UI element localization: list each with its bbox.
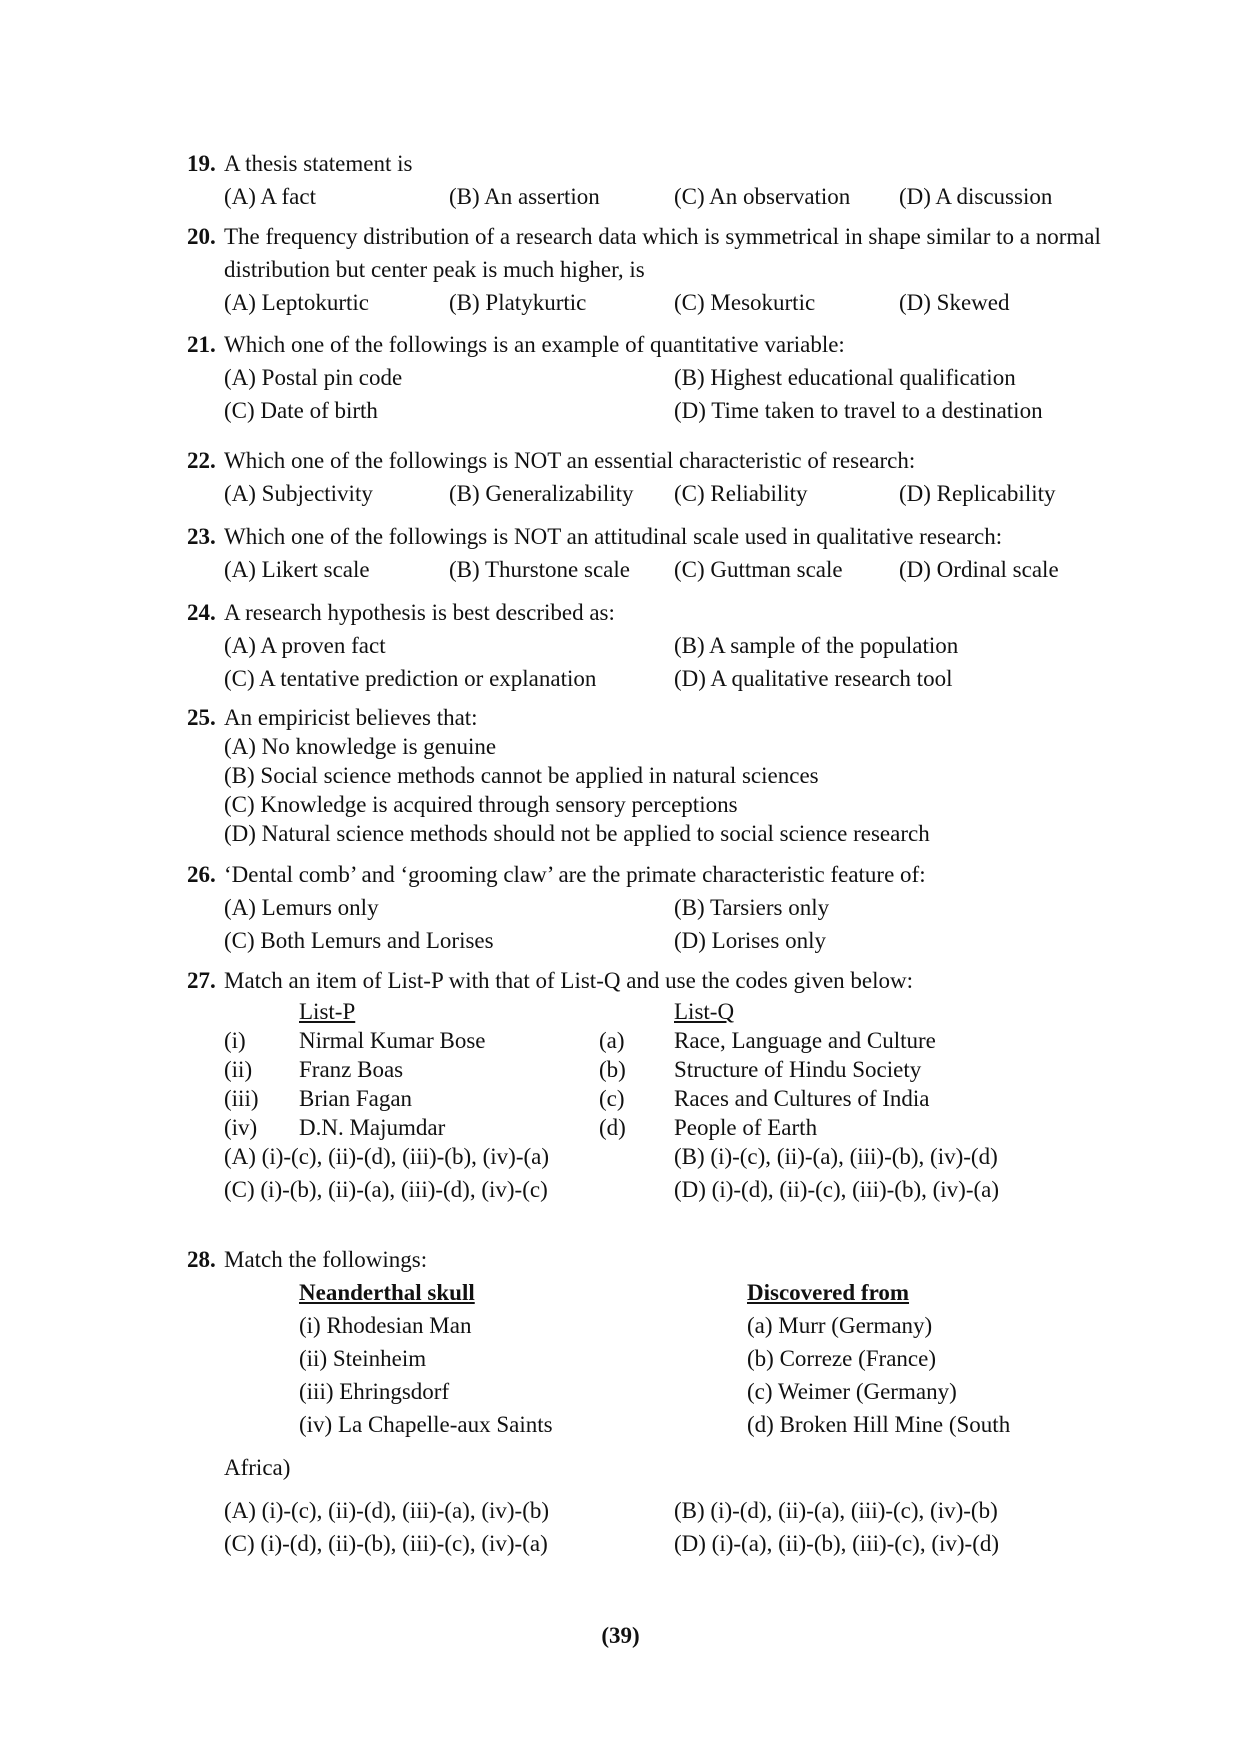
option-a: (A) Likert scale — [224, 557, 370, 582]
option-a: (A) (i)-(c), (ii)-(d), (iii)-(a), (iv)-(b) — [224, 1498, 550, 1523]
list-q-item: Structure of Hindu Society — [674, 1057, 922, 1082]
options-row — [224, 394, 1117, 427]
option-b: (B) (i)-(c), (ii)-(a), (iii)-(b), (iv)-(d) — [674, 1144, 998, 1169]
match-row — [224, 1342, 1117, 1375]
option-d: (D) Natural science methods should not be applied to social science research — [224, 821, 930, 846]
question-stem: ‘Dental comb’ and ‘grooming claw’ are the primate characteristic feature of: — [224, 862, 926, 887]
option-c: (C) (i)-(d), (ii)-(b), (iii)-(c), (iv)-(a) — [224, 1531, 548, 1556]
option-c: (C) Both Lemurs and Lorises — [224, 928, 494, 953]
item-index: (ii) — [224, 1057, 253, 1082]
list-p-item: Nirmal Kumar Bose — [299, 1028, 486, 1053]
item-index: (iii) — [224, 1086, 259, 1111]
options-row — [224, 286, 1117, 319]
question-28 — [187, 1243, 1117, 1560]
question-number: 24. — [187, 600, 216, 625]
option-a: (A) Postal pin code — [224, 365, 403, 390]
question-19 — [187, 147, 1117, 213]
option-c: (C) Knowledge is acquired through sensory perceptions — [224, 792, 738, 817]
option-a: (A) No knowledge is genuine — [224, 734, 497, 759]
question-21 — [187, 328, 1117, 427]
question-number: 26. — [187, 862, 216, 887]
option-d: (D) Lorises only — [674, 928, 827, 953]
list-q-item: People of Earth — [674, 1115, 818, 1140]
site-item: (d) Broken Hill Mine (South — [747, 1412, 1011, 1437]
option-a: (A) (i)-(c), (ii)-(d), (iii)-(b), (iv)-(a) — [224, 1144, 550, 1169]
options-row — [224, 477, 1117, 510]
options-row — [224, 361, 1117, 394]
option-d: (D) Replicability — [899, 481, 1056, 506]
option-a: (A) A proven fact — [224, 633, 386, 658]
site-item: (c) Weimer (Germany) — [747, 1379, 957, 1404]
option-a: (A) A fact — [224, 184, 316, 209]
question-number: 19. — [187, 151, 216, 176]
question-stem: A thesis statement is — [224, 151, 413, 176]
question-number: 25. — [187, 705, 216, 730]
option-d: (D) A qualitative research tool — [674, 666, 953, 691]
option-b: (B) Tarsiers only — [674, 895, 830, 920]
match-row — [224, 1111, 1117, 1140]
options-row — [224, 924, 1117, 957]
item-letter: (c) — [599, 1086, 625, 1111]
page-number: (39) — [601, 1623, 640, 1648]
option-b: (B) Thurstone scale — [449, 557, 630, 582]
options-row — [224, 553, 1117, 586]
question-24 — [187, 596, 1117, 695]
match-row — [224, 1309, 1117, 1342]
option-b: (B) Generalizability — [449, 481, 634, 506]
item-letter: (a) — [599, 1028, 625, 1053]
question-23 — [187, 520, 1117, 586]
question-number: 20. — [187, 224, 216, 249]
options-row — [224, 891, 1117, 924]
option-b: (B) Highest educational qualification — [674, 365, 1016, 390]
skull-column-heading: Neanderthal skull — [299, 1280, 475, 1305]
site-column-heading: Discovered from — [747, 1280, 910, 1305]
question-stem: Which one of the followings is NOT an essential characteristic of research: — [224, 448, 916, 473]
question-stem: Match the followings: — [224, 1247, 428, 1272]
option-c: (C) Mesokurtic — [674, 290, 816, 315]
option-c: (C) (i)-(b), (ii)-(a), (iii)-(d), (iv)-(c) — [224, 1177, 548, 1202]
question-stem: A research hypothesis is best described as: — [224, 600, 615, 625]
option-b: (B) (i)-(d), (ii)-(a), (iii)-(c), (iv)-(b) — [674, 1498, 998, 1523]
list-p-heading: List-P — [299, 999, 356, 1024]
question-26 — [187, 858, 1117, 957]
item-index: (iv) — [224, 1115, 258, 1140]
option-d: (D) (i)-(a), (ii)-(b), (iii)-(c), (iv)-(d) — [674, 1531, 1000, 1556]
options-row — [224, 629, 1117, 662]
list-p-item: Brian Fagan — [299, 1086, 413, 1111]
options-row — [224, 1173, 1117, 1206]
option-c: (C) A tentative prediction or explanation — [224, 666, 597, 691]
match-row — [224, 1053, 1117, 1082]
question-number: 28. — [187, 1247, 216, 1272]
option-d: (D) A discussion — [899, 184, 1053, 209]
question-25 — [187, 703, 1117, 848]
skull-item: (i) Rhodesian Man — [299, 1313, 472, 1338]
question-stem: Which one of the followings is NOT an attitudinal scale used in qualitative research: — [224, 524, 1003, 549]
question-number: 23. — [187, 524, 216, 549]
option-a: (A) Lemurs only — [224, 895, 379, 920]
option-d: (D) Skewed — [899, 290, 1010, 315]
match-list-header — [224, 995, 1117, 1024]
option-d: (D) Ordinal scale — [899, 557, 1059, 582]
question-22 — [187, 444, 1117, 510]
option-d: (D) (i)-(d), (ii)-(c), (iii)-(b), (iv)-(a) — [674, 1177, 1000, 1202]
option-b: (B) A sample of the population — [674, 633, 959, 658]
match-row — [224, 1024, 1117, 1053]
options-row — [224, 1527, 1117, 1560]
question-number: 21. — [187, 332, 216, 357]
item-letter: (d) — [599, 1115, 626, 1140]
match-row — [224, 1408, 1117, 1441]
question-stem: Match an item of List-P with that of List-Q and use the codes given below: — [224, 968, 914, 993]
option-c: (C) Date of birth — [224, 398, 378, 423]
site-item-continuation: Africa) — [224, 1455, 291, 1480]
option-c: (C) Guttman scale — [674, 557, 843, 582]
options-row — [224, 1140, 1117, 1173]
question-number: 22. — [187, 448, 216, 473]
skull-item: (iv) La Chapelle-aux Saints — [299, 1412, 553, 1437]
options-list — [187, 732, 1117, 848]
question-stem: The frequency distribution of a research data which is symmetrical in shape similar to a normal distribution but center peak is much higher, is — [224, 224, 1101, 282]
question-stem: An empiricist believes that: — [224, 705, 478, 730]
option-b: (B) Social science methods cannot be applied in natural sciences — [224, 763, 819, 788]
option-a: (A) Subjectivity — [224, 481, 373, 506]
list-q-heading: List-Q — [674, 999, 735, 1024]
item-index: (i) — [224, 1028, 246, 1053]
skull-item: (iii) Ehringsdorf — [299, 1379, 450, 1404]
option-c: (C) Reliability — [674, 481, 808, 506]
option-c: (C) An observation — [674, 184, 851, 209]
question-27 — [187, 966, 1117, 1206]
option-b: (B) An assertion — [449, 184, 600, 209]
question-stem: Which one of the followings is an example of quantitative variable: — [224, 332, 845, 357]
options-row — [224, 662, 1117, 695]
skull-item: (ii) Steinheim — [299, 1346, 427, 1371]
match-row — [224, 1082, 1117, 1111]
site-item: (b) Correze (France) — [747, 1346, 936, 1371]
list-p-item: Franz Boas — [299, 1057, 404, 1082]
option-d: (D) Time taken to travel to a destination — [674, 398, 1043, 423]
option-a: (A) Leptokurtic — [224, 290, 369, 315]
list-p-item: D.N. Majumdar — [299, 1115, 446, 1140]
item-letter: (b) — [599, 1057, 626, 1082]
list-q-item: Races and Cultures of India — [674, 1086, 930, 1111]
options-row — [224, 1494, 1117, 1527]
options-row — [224, 180, 1117, 213]
list-q-item: Race, Language and Culture — [674, 1028, 936, 1053]
option-b: (B) Platykurtic — [449, 290, 587, 315]
match-row — [224, 1375, 1117, 1408]
wrapped-line — [224, 1451, 1117, 1484]
question-number: 27. — [187, 968, 216, 993]
question-20 — [187, 220, 1117, 319]
match-list-header — [224, 1276, 1117, 1309]
site-item: (a) Murr (Germany) — [747, 1313, 933, 1338]
